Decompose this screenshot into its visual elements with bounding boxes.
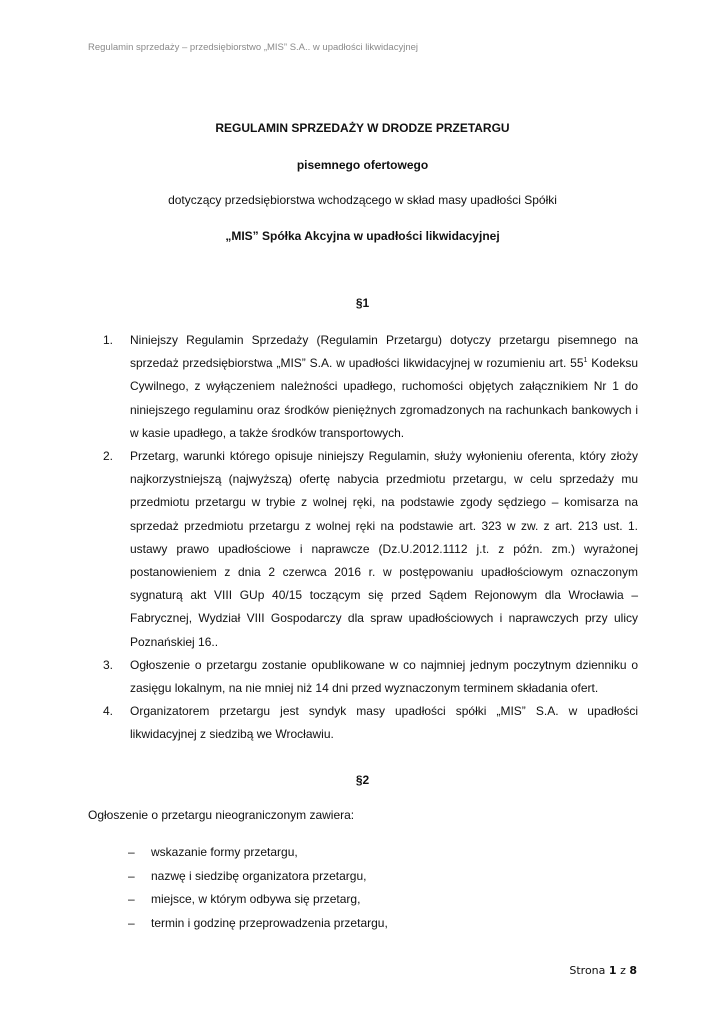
section-2-intro: Ogłoszenie o przetargu nieograniczonym zawiera: xyxy=(88,808,355,822)
dash-bullet: – xyxy=(128,845,135,859)
list-item xyxy=(103,654,638,700)
list-item xyxy=(103,445,638,654)
list-item-text: nazwę i siedzibę organizatora przetargu, xyxy=(151,868,367,883)
section-2-heading: §2 xyxy=(355,773,370,787)
list-item-text: Kodeksu Cywilnego, z wyłączeniem należności upadłego, ruchomości objętych załącznikiem Nr 1 do niniejszego regulaminu oraz środków pieniężnych zgromadzonych na rachunkach bankowych i w kasie upadłego, a także środków transportowych. xyxy=(130,356,638,440)
list-item xyxy=(103,700,638,746)
page-separator: z xyxy=(620,964,626,977)
list-item xyxy=(128,869,388,893)
total-pages-number: 8 xyxy=(629,964,637,977)
list-item xyxy=(128,892,388,916)
current-page-number: 1 xyxy=(608,964,617,977)
company-name: „MIS” Spółka Akcyjna w upadłości likwidacyjnej xyxy=(225,229,500,243)
running-header: Regulamin sprzedaży – przedsiębiorstwo „MIS” S.A.. w upadłości likwidacyjnej xyxy=(88,42,418,53)
list-item-text: Przetarg, warunki którego opisuje niniejszy Regulamin, służy wyłonieniu oferenta, który złoży najkorzystniejszą (najwyższą) ofertę nabycia przedmiotu przetargu, w celu sprzedaży mu przedmiotu przetargu w trybie z wolnej ręki, na podstawie zgody sędziego – komisarza na sprzedaż przedmiotu przetargu z wolnej ręki na podstawie art. 323 w zw. z art. 213 ust. 1. ustawy prawo upadłościowe i naprawcze (Dz.U.2012.1112 j.t. z późn. zm.) wyrażonej postanowieniem z dnia 2 czerwca 2016 r. w postępowaniu upadłościowym oznaczonym sygnaturą akt VIII GUp 40/15 toczącym się przed Sądem Rejonowym dla Wrocławia – Fabrycznej, Wydział VIII Gospodarczy dla spraw upadłościowych i naprawczych przy ulicy Poznańskiej 16.. xyxy=(130,449,638,649)
list-item-text: Organizatorem przetargu jest syndyk masy upadłości spółki „MIS” S.A. w upadłości likwidacyjnej z siedzibą we Wrocławiu. xyxy=(130,704,638,742)
list-item-text: wskazanie formy przetargu, xyxy=(151,845,298,859)
list-item xyxy=(103,329,638,445)
section-2-list xyxy=(128,845,388,939)
page-label: Strona xyxy=(569,964,606,977)
superscript: 1 xyxy=(583,357,588,365)
list-item-text: termin i godzinę przeprowadzenia przetargu, xyxy=(151,915,388,930)
document-title: REGULAMIN SPRZEDAŻY W DRODZE PRZETARGU xyxy=(215,121,510,135)
dash-bullet: – xyxy=(128,892,135,906)
list-item-text: miejsce, w którym odbywa się przetarg, xyxy=(151,892,361,906)
dash-bullet: – xyxy=(128,915,135,930)
document-concerning: dotyczący przedsiębiorstwa wchodzącego w skład masy upadłości Spółki xyxy=(168,193,557,207)
page-footer xyxy=(569,964,637,977)
section-1-list xyxy=(103,329,638,747)
list-item xyxy=(128,916,388,940)
dash-bullet: – xyxy=(128,868,135,883)
document-subtitle: pisemnego ofertowego xyxy=(296,158,429,172)
list-item-number: 3. xyxy=(103,657,114,672)
list-item-text: Ogłoszenie o przetargu zostanie opublikowane w co najmniej jednym poczytnym dzienniku o zasięgu lokalnym, na nie mniej niż 14 dni przed wyznaczonym terminem składania ofert. xyxy=(130,657,638,696)
list-item-text: Niniejszy Regulamin Sprzedaży (Regulamin Przetargu) dotyczy przetargu pisemnego na sprzedaż przedsiębiorstwa „MIS” S.A. w upadłości likwidacyjnej w rozumieniu art. 55 xyxy=(130,333,638,371)
list-item xyxy=(128,845,388,869)
section-1-heading: §1 xyxy=(355,296,370,310)
list-item-number: 1. xyxy=(103,333,114,347)
list-item-number: 2. xyxy=(103,449,114,464)
list-item-number: 4. xyxy=(103,704,114,719)
